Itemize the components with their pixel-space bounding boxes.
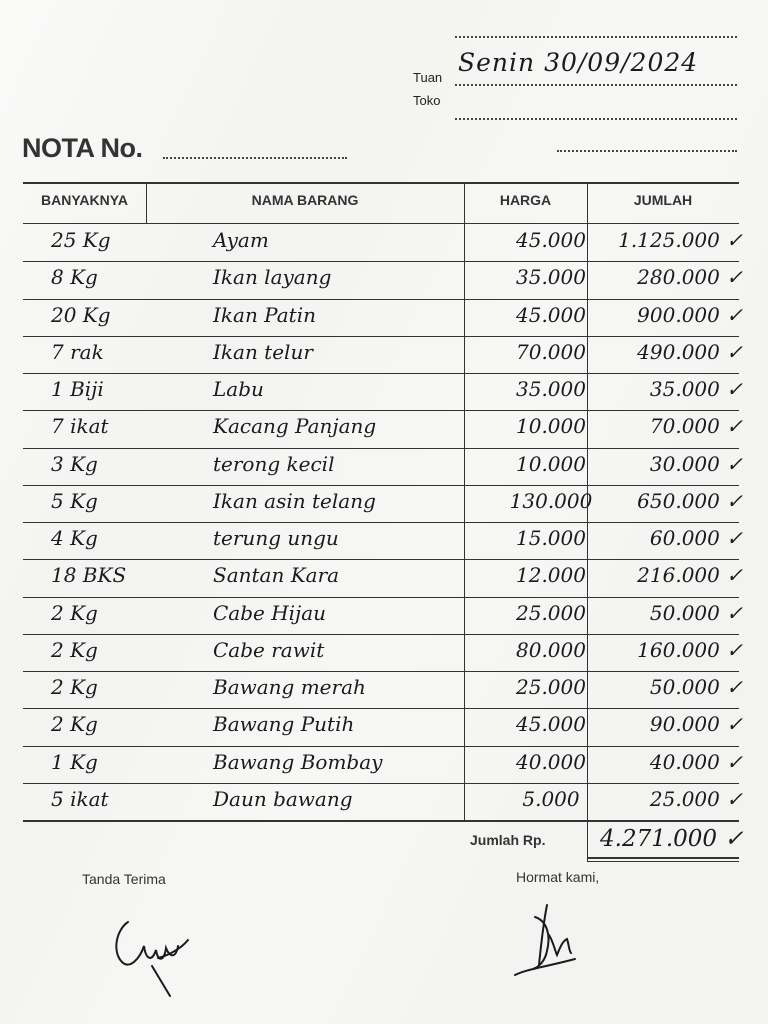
row-item-name: Labu <box>213 377 264 401</box>
column-header-nama-barang: NAMA BARANG <box>251 192 359 208</box>
row-qty: 5 Kg <box>51 488 98 513</box>
row-qty: 2 Kg <box>51 675 98 699</box>
row-price: 45.000 <box>516 302 586 327</box>
row-divider <box>23 410 739 411</box>
row-qty: 3 Kg <box>51 451 98 476</box>
row-divider <box>23 671 739 672</box>
row-item-name: Ikan asin telang <box>213 488 376 513</box>
row-price: 40.000 <box>516 749 586 774</box>
total-double-underline <box>587 861 739 862</box>
row-total: 25.000 ✓ <box>649 786 743 811</box>
table-bottom-border <box>23 820 739 822</box>
row-item-name: terung ungu <box>213 526 339 550</box>
row-qty: 20 Kg <box>51 302 111 327</box>
total-label: Jumlah Rp. <box>470 832 546 848</box>
row-price: 5.000 <box>522 786 580 811</box>
row-divider <box>23 708 739 709</box>
table-row <box>23 746 743 783</box>
table-row <box>23 336 743 373</box>
receiver-signature <box>100 900 200 1000</box>
row-item-name: Cabe rawit <box>213 637 325 662</box>
column-header-banyaknya: BANYAKNYA <box>41 192 128 208</box>
table-row <box>23 224 743 261</box>
column-header-harga: HARGA <box>499 192 552 208</box>
row-price: 12.000 <box>516 563 586 588</box>
header-dotline-top <box>455 36 737 38</box>
row-price: 15.000 <box>516 526 586 550</box>
row-item-name: terong kecil <box>213 451 335 476</box>
row-item-name: Ayam <box>213 228 269 252</box>
row-price: 130.000 <box>509 488 593 513</box>
row-total: 35.000 ✓ <box>649 377 743 401</box>
row-price: 70.000 <box>516 339 586 364</box>
tuan-value: Senin 30/09/2024 <box>458 48 699 77</box>
row-divider <box>23 448 739 449</box>
table-row <box>23 522 743 559</box>
row-divider <box>23 634 739 635</box>
row-total: 70.000 ✓ <box>649 414 743 439</box>
row-qty: 7 ikat <box>51 414 109 439</box>
row-price: 10.000 <box>516 451 586 476</box>
table-row <box>23 597 743 634</box>
row-qty: 2 Kg <box>51 712 98 737</box>
toko-label: Toko <box>413 93 441 108</box>
row-item-name: Bawang Putih <box>213 712 355 737</box>
row-qty: 18 BKS <box>51 563 127 588</box>
table-row <box>23 299 743 336</box>
hormat-kami-label: Hormat kami, <box>516 869 600 885</box>
row-qty: 1 Kg <box>51 749 98 774</box>
row-item-name: Cabe Hijau <box>213 600 327 625</box>
table-top-border <box>23 182 739 184</box>
row-total: 216.000 ✓ <box>637 563 743 588</box>
row-item-name: Ikan Patin <box>213 302 316 327</box>
row-divider <box>23 485 739 486</box>
row-item-name: Bawang Bombay <box>213 749 383 774</box>
row-price: 25.000 <box>516 600 586 625</box>
row-qty: 4 Kg <box>51 526 98 550</box>
tanda-terima-label: Tanda Terima <box>82 871 166 887</box>
row-divider <box>23 261 739 262</box>
table-row <box>23 559 743 596</box>
tuan-label: Tuan <box>413 70 443 85</box>
table-row <box>23 261 743 298</box>
row-item-name: Ikan layang <box>213 265 332 290</box>
tuan-dotline <box>455 84 737 86</box>
row-qty: 5 ikat <box>51 786 109 811</box>
row-divider <box>23 299 739 300</box>
row-item-name: Kacang Panjang <box>213 414 377 439</box>
row-price: 10.000 <box>516 414 586 439</box>
header-dotline-bottom <box>557 150 737 152</box>
row-divider <box>23 597 739 598</box>
row-item-name: Bawang merah <box>213 675 366 699</box>
row-qty: 25 Kg <box>51 228 111 252</box>
row-price: 80.000 <box>516 637 586 662</box>
row-qty: 7 rak <box>51 339 104 364</box>
sender-signature <box>505 895 585 985</box>
row-price: 35.000 <box>516 377 586 401</box>
table-row <box>23 783 743 820</box>
row-price: 35.000 <box>516 265 586 290</box>
row-price: 45.000 <box>516 712 586 737</box>
row-total: 490.000 ✓ <box>637 339 743 364</box>
row-total: 50.000 ✓ <box>649 600 743 625</box>
row-total: 1.125.000 ✓ <box>618 228 743 252</box>
row-total: 40.000 ✓ <box>649 749 743 774</box>
nota-number-dotline <box>163 157 347 159</box>
table-row <box>23 410 743 447</box>
row-total: 160.000 ✓ <box>637 637 743 662</box>
toko-dotline <box>455 118 737 120</box>
row-price: 45.000 <box>516 228 586 252</box>
nota-title: NOTA No. <box>22 133 143 163</box>
row-divider <box>23 336 739 337</box>
row-qty: 1 Biji <box>51 377 104 401</box>
row-price: 25.000 <box>516 675 586 699</box>
row-total: 280.000 ✓ <box>637 265 743 290</box>
table-row <box>23 373 743 410</box>
row-total: 650.000 ✓ <box>637 488 743 513</box>
total-underline <box>587 857 739 859</box>
row-divider <box>23 373 739 374</box>
row-total: 60.000 ✓ <box>649 526 743 550</box>
row-qty: 8 Kg <box>51 265 98 290</box>
row-qty: 2 Kg <box>51 637 98 662</box>
row-item-name: Santan Kara <box>213 563 340 588</box>
total-value: 4.271.000 ✓ <box>600 826 744 852</box>
table-row <box>23 485 743 522</box>
column-header-jumlah: JUMLAH <box>633 192 693 208</box>
table-row <box>23 448 743 485</box>
row-item-name: Daun bawang <box>213 786 353 811</box>
row-total: 50.000 ✓ <box>649 675 743 699</box>
table-row <box>23 671 743 708</box>
row-total: 30.000 ✓ <box>649 451 743 476</box>
row-divider <box>23 783 739 784</box>
table-row <box>23 708 743 745</box>
table-row <box>23 634 743 671</box>
row-total: 900.000 ✓ <box>637 302 743 327</box>
row-divider <box>23 746 739 747</box>
row-item-name: Ikan telur <box>213 339 313 364</box>
row-divider <box>23 559 739 560</box>
row-divider <box>23 522 739 523</box>
row-qty: 2 Kg <box>51 600 98 625</box>
row-total: 90.000 ✓ <box>649 712 743 737</box>
